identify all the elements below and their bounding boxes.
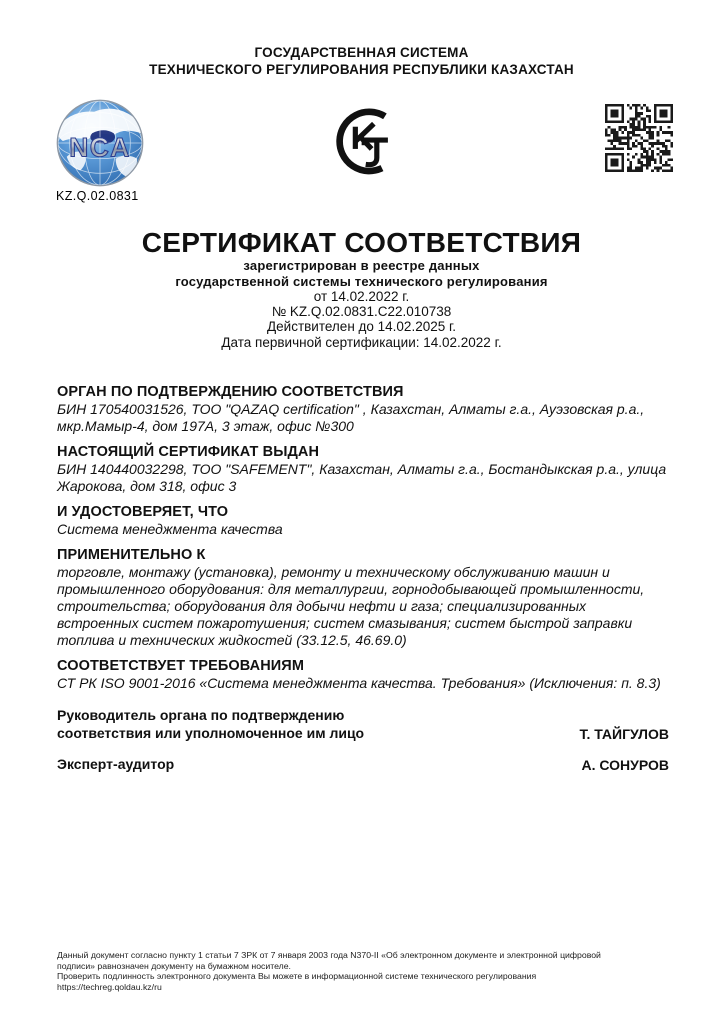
signer-role: Эксперт-аудитор (57, 755, 175, 772)
section-heading: СООТВЕТСТВУЕТ ТРЕБОВАНИЯМ (57, 657, 305, 674)
nca-logo-text: NCA (69, 132, 131, 163)
section-text: торговле, монтажу (установка), ремонту и техническому обслуживанию машин и промышленного оборудования: для металлургии, горнодобывающей промышленности, строительства; оборудования для добычи нефти и газа; специализированных встроенных систем пожаротушения; систем смазывания; систем быстрой заправки топлива и технических жидкостей (33.12.5, 46.69.0) (57, 563, 645, 648)
certificate-title: СЕРТИФИКАТ СООТВЕТСТВИЯ (141, 227, 582, 258)
footer-line-3: Проверить подлинность электронного документа Вы можете в информационной системе технического регулирования (57, 971, 537, 982)
footer-line-2: подписи» равнозначен документу на бумажном носителе. (57, 960, 291, 971)
signer-role-line-1: Руководитель органа по подтверждению (57, 706, 345, 723)
certificate-body (57, 383, 669, 692)
certificate-subtitle-1: зарегистрирован в реестре данных (243, 258, 480, 273)
footer-line-1: Данный документ согласно пункту 1 статьи 7 ЗРК от 7 января 2003 года N370-II «Об электронном документе и электронной цифровой (57, 950, 601, 960)
signature-row-head (57, 706, 669, 742)
qr-code (605, 104, 673, 172)
section-scope (57, 546, 669, 649)
section-heading: НАСТОЯЩИЙ СЕРТИФИКАТ ВЫДАН (57, 443, 320, 460)
signer-role (57, 706, 364, 742)
section-text: СТ РК ISO 9001-2016 «Система менеджмента качества. Требования» (Исключения: п. 8.3) (57, 674, 661, 691)
section-text: БИН 140440032298, ТОО "SAFEMENT", Казахстан, Алматы г.а., Бостандыкская р.а., улица Жарокова, дом 318, офис 3 (57, 460, 667, 494)
signer-name: Т. ТАЙГУЛОВ (579, 725, 669, 742)
logo-band (0, 98, 723, 210)
footer-url: https://techreg.qoldau.kz/ru (57, 981, 162, 992)
section-issued-to (57, 443, 669, 495)
section-heading: ПРИМЕНИТЕЛЬНО К (57, 546, 206, 563)
signer-role-line-2: соответствия или уполномоченное им лицо (57, 724, 365, 741)
section-text: Система менеджмента качества (57, 520, 283, 537)
nca-globe-logo-icon (55, 98, 145, 188)
section-requirements (57, 657, 669, 692)
header-line-1: ГОСУДАРСТВЕННАЯ СИСТЕМА (254, 45, 469, 60)
signature-row-auditor (57, 755, 669, 773)
signer-name: А. СОНУРОВ (581, 756, 669, 773)
document-header (0, 0, 723, 78)
legal-footer (57, 950, 601, 992)
kz-conformity-mark-icon (325, 101, 399, 185)
certificate-subtitle-2: государственной системы технического регулирования (175, 273, 548, 289)
section-heading: ОРГАН ПО ПОДТВЕРЖДЕНИЮ СООТВЕТСТВИЯ (57, 383, 404, 400)
section-text: БИН 170540031526, ТОО "QAZAQ certification" , Казахстан, Алматы г.а., Ауэзовская р.а., мкр.Мамыр-4, дом 197А, 3 этаж, офис №300 (57, 400, 645, 434)
certificate-first-certification: Дата первичной сертификации: 14.02.2022 г. (221, 334, 502, 350)
section-certifies-that (57, 503, 669, 538)
section-heading: И УДОСТОВЕРЯЕТ, ЧТО (57, 503, 229, 520)
registry-number: KZ.Q.02.0831 (56, 189, 139, 203)
certificate-date: от 14.02.2022 г. (313, 289, 410, 304)
section-certification-body (57, 383, 669, 435)
signature-block (57, 706, 669, 773)
certificate-number: № KZ.Q.02.0831.C22.010738 (271, 304, 452, 320)
title-block (0, 227, 723, 350)
header-line-2: ТЕХНИЧЕСКОГО РЕГУЛИРОВАНИЯ РЕСПУБЛИКИ КАЗАХСТАН (149, 62, 574, 77)
certificate-valid-until: Действителен до 14.02.2025 г. (267, 319, 456, 335)
